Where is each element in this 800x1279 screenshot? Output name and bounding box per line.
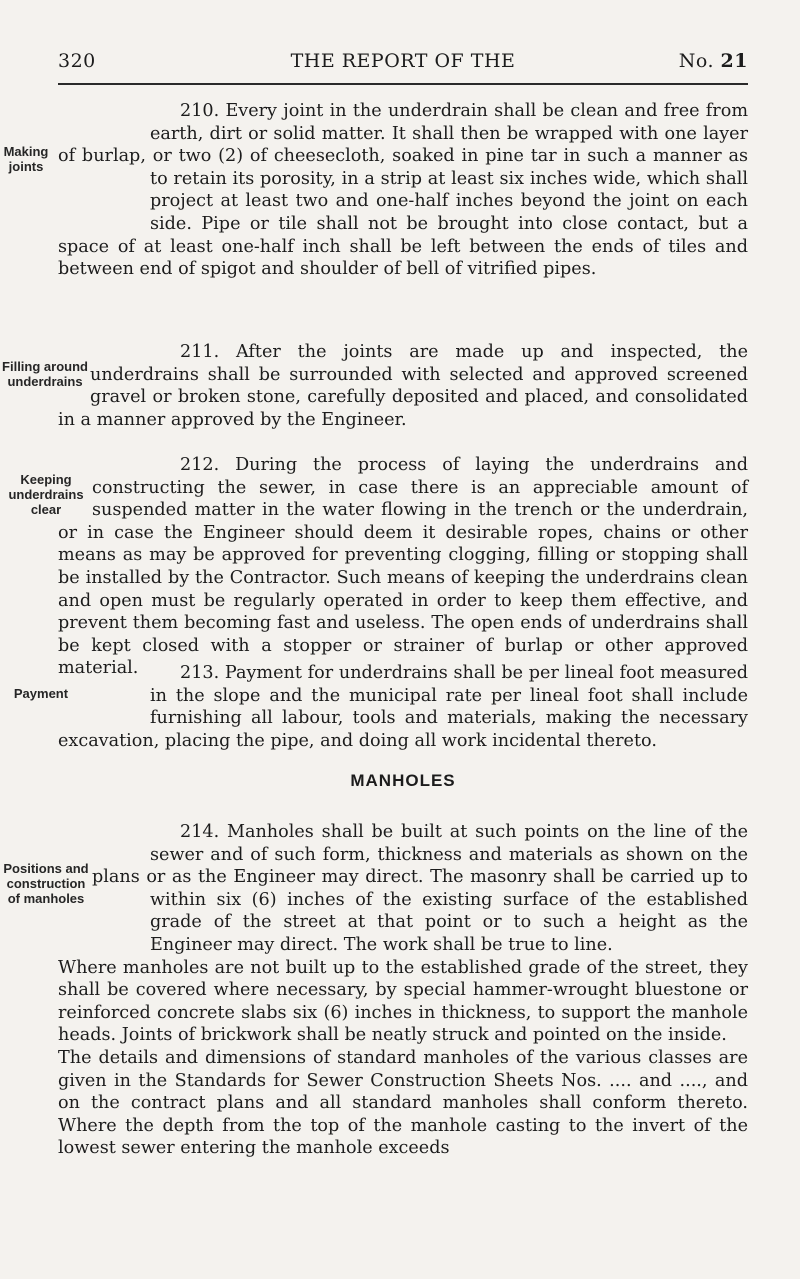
sidenote-positions-and-construction-of-manholes: Positions and construction of manholes bbox=[3, 861, 89, 906]
paragraph-214-covering: Where manholes are not built up to the established grade of the street, they shall be covered where necessary, by special hammer-wrought bluestone or reinforced concrete slabs six (6) inches in thickness, to support the manhole heads. Joints of brickwork shall be neatly struck and pointed on the inside. bbox=[58, 957, 748, 1046]
report-number-value: 21 bbox=[720, 50, 748, 72]
section-214 bbox=[3, 821, 748, 1160]
running-title: THE REPORT OF THE bbox=[290, 50, 516, 72]
sidenote-filling-around-underdrains: Filling around underdrains bbox=[2, 359, 88, 389]
report-number-label: No. bbox=[678, 50, 714, 72]
section-212 bbox=[8, 454, 748, 680]
sidenote-keeping-underdrains-clear: Keeping underdrains clear bbox=[8, 472, 84, 517]
sidenote-making-joints: Making joints bbox=[3, 144, 49, 174]
paragraph-214-standards: The details and dimensions of standard manholes of the various classes are given in the Standards for Sewer Construction Sheets Nos. .... and ...., and on the contract plans and all standard manholes shall conform thereto. Where the depth from the top of the manhole casting to the invert of the lowest sewer entering the manhole exceeds bbox=[58, 1047, 748, 1159]
paragraph-212: 212. During the process of laying the underdrains and constructing the sewer, in case there is an appreciable amount of suspended matter in the water flowing in the trench or the underdrain, or in case the Engineer should deem it desirable ropes, chains or other means as may be approved for preventing clogging, filling or stopping shall be installed by the Contractor. Such means of keeping the underdrains clean and open must be regularly operated in order to keep them effective, and prevent them becoming fast and useless. The open ends of underdrains shall be kept closed with a stopper or strainer of burlap or other approved material. bbox=[58, 455, 748, 679]
paragraph-211: 211. After the joints are made up and inspected, the underdrains shall be surrounded with selected and approved screened gravel or broken stone, carefully deposited and placed, and consolidated in a manner approved by the Engineer. bbox=[58, 342, 748, 430]
header-rule bbox=[58, 83, 748, 85]
section-210 bbox=[3, 100, 748, 281]
sidenote-payment: Payment bbox=[13, 686, 69, 701]
report-number bbox=[679, 50, 748, 72]
manholes-heading: MANHOLES bbox=[350, 771, 456, 790]
paragraph-213: 213. Payment for underdrains shall be per lineal foot measured in the slope and the municipal rate per lineal foot shall include furnishing all labour, tools and materials, making the necessary excavation, placing the pipe, and doing all work incidental thereto. bbox=[58, 663, 748, 751]
page-header bbox=[58, 50, 748, 76]
section-211 bbox=[2, 341, 748, 431]
paragraph-214: 214. Manholes shall be built at such points on the line of the sewer and of such form, thickness and materials as shown on the plans or as the Engineer may direct. The masonry shall be carried up to within six (6) inches of the existing surface of the established grade of the street at that point or to such a height as the Engineer may direct. The work shall be true to line. bbox=[92, 822, 748, 955]
paragraph-210: 210. Every joint in the underdrain shall be clean and free from earth, dirt or solid matter. It shall then be wrapped with one layer of burlap, or two (2) of cheesecloth, soaked in pine tar in such a manner as to retain its porosity, in a strip at least six inches wide, which shall project at least two and one-half inches beyond the joint on each side. Pipe or tile shall not be brought into close contact, but a space of at least one-half inch shall be left between the ends of tiles and between end of spigot and shoulder of bell of vitrified pipes. bbox=[58, 101, 748, 280]
section-213 bbox=[13, 662, 748, 752]
page-number: 320 bbox=[58, 50, 96, 72]
